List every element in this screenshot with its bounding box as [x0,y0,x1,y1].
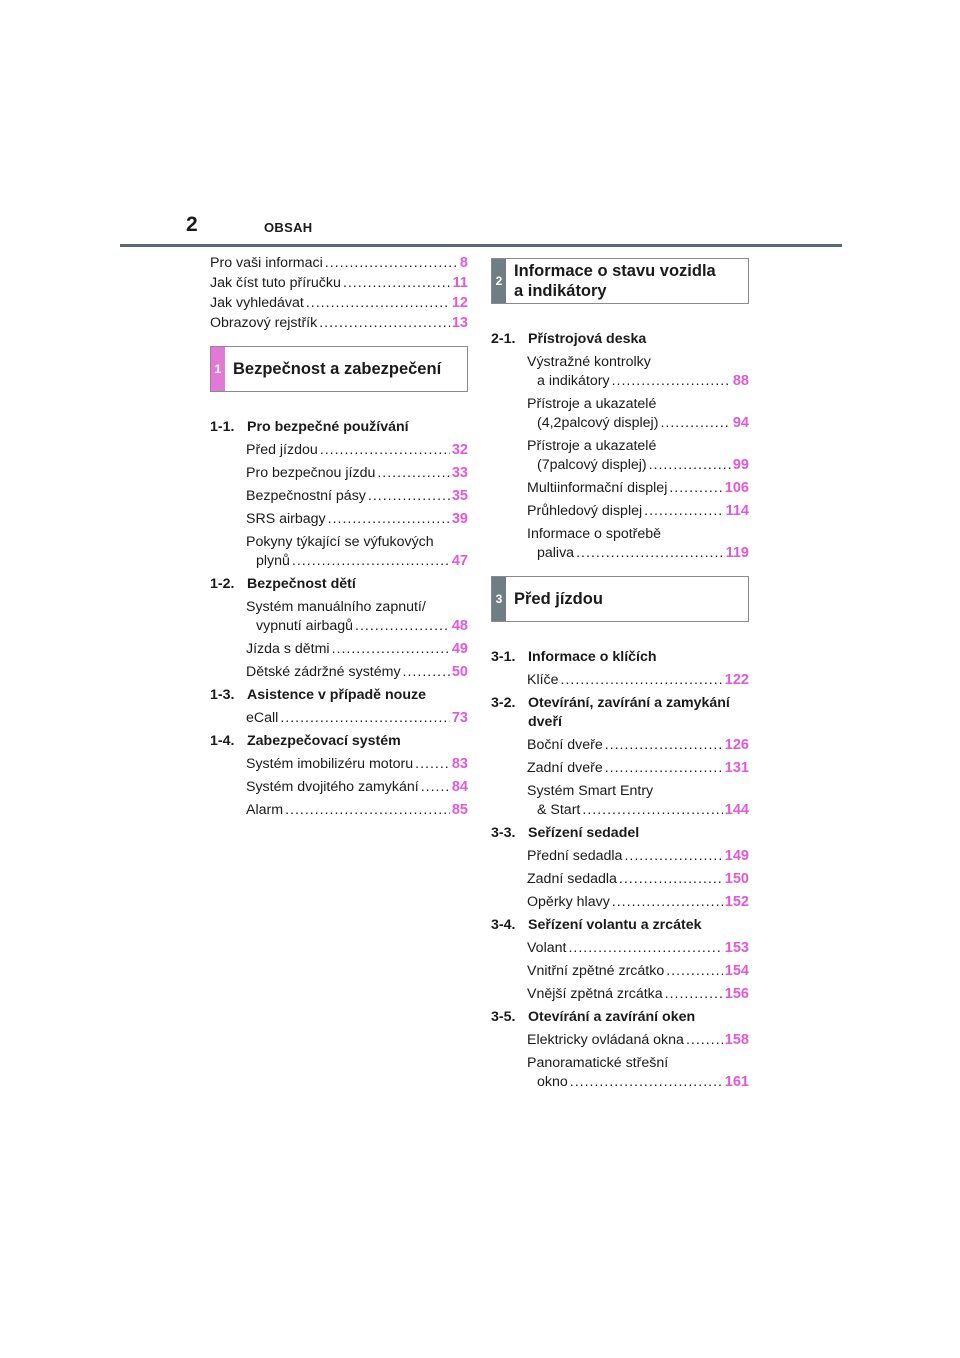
toc-page-link[interactable]: 33 [451,465,468,481]
toc-page-link[interactable]: 99 [732,457,749,473]
toc-entry[interactable] [527,395,749,433]
toc-page-link[interactable]: 47 [451,553,468,569]
toc-entry-label: Systém Smart Entry [527,783,654,799]
dot-leader [343,274,451,293]
toc-entry-continuation [527,372,749,391]
chapter-title: Zabezpečovací systém [247,733,401,749]
toc-entry[interactable] [527,525,749,563]
section-2-title-line2: a indikátory [514,282,607,300]
toc-entry-label: Pro vaši informaci [210,255,323,271]
toc-entry[interactable] [527,353,749,391]
toc-entry[interactable] [210,254,468,273]
dot-leader [612,893,723,912]
toc-entry-label: Boční dveře [527,737,603,753]
toc-entry-continuation [527,801,749,820]
chapter-number: 1-1. [210,419,235,435]
dot-leader [403,663,450,682]
header-title: OBSAH [264,220,313,235]
toc-entry-label: Průhledový displej [527,503,643,519]
toc-entry[interactable] [527,847,749,866]
toc-entry[interactable] [527,759,749,778]
dot-leader [665,985,723,1004]
toc-entry[interactable] [527,502,749,521]
dot-leader [561,671,723,690]
toc-entry-label-cont: okno [537,1074,568,1090]
toc-entry[interactable] [527,893,749,912]
toc-entry-label-cont: (7palcový displej) [537,457,647,473]
section-2-box[interactable] [491,258,749,304]
chapter-number: 3-1. [491,649,516,665]
toc-page-link[interactable]: 152 [724,894,749,910]
toc-page-link[interactable]: 8 [459,255,468,271]
toc-entry-label: Obrazový rejstřík [210,315,318,331]
chapter-entries [491,939,749,1004]
section-1-title: Bezpečnost a zabezpečení [233,360,442,378]
toc-entry-label: Klíče [527,672,559,688]
toc-page-link[interactable]: 119 [725,545,749,561]
toc-entry-label: Přístroje a ukazatelé [527,396,657,412]
chapter-heading[interactable] [491,648,749,667]
toc-entry[interactable] [527,736,749,755]
toc-page-link[interactable]: 153 [724,940,749,956]
toc-entry[interactable] [246,441,468,460]
chapter-number: 1-2. [210,576,235,592]
chapter-entries [210,755,468,820]
toc-page-link[interactable]: 144 [724,802,749,818]
toc-entry[interactable] [527,962,749,981]
toc-page-link[interactable]: 126 [724,737,749,753]
dot-leader [368,487,450,506]
toc-entry-label: Vnější zpětná zrcátka [527,986,663,1002]
dot-leader [669,479,722,498]
chapter-number: 3-4. [491,917,516,933]
toc-page-link[interactable]: 50 [451,664,468,680]
toc-page-link[interactable]: 122 [724,672,749,688]
toc-page-link[interactable]: 149 [724,848,749,864]
dot-leader [605,759,723,778]
section-3-tab: 3 [492,577,506,621]
toc-entry-label-cont: plynů [256,553,290,569]
toc-entry[interactable] [527,437,749,475]
chapter-title: Pro bezpečné používání [247,419,409,435]
chapter-title: Otevírání, zavírání a zamykání dveří [528,695,730,730]
dot-leader [328,510,450,529]
toc-entry[interactable] [246,464,468,483]
toc-page-link[interactable]: 73 [451,710,468,726]
toc-entry[interactable] [246,709,468,728]
toc-page-link[interactable]: 35 [451,488,468,504]
toc-page-link[interactable]: 85 [451,802,468,818]
chapter-heading[interactable] [210,575,468,594]
toc-entry[interactable] [246,663,468,682]
dot-leader [582,801,722,820]
toc-page-link[interactable]: 114 [725,503,749,519]
section-3-title: Před jízdou [514,590,603,608]
section-1-box[interactable] [210,346,468,392]
toc-entry[interactable] [527,1054,749,1092]
dot-leader [605,736,723,755]
chapter-title: Informace o klíčích [528,649,657,665]
toc-entry-label: Přední sedadla [527,848,623,864]
toc-entry[interactable] [246,510,468,529]
toc-entry-continuation [527,1073,749,1092]
toc-entry-label: Opěrky hlavy [527,894,610,910]
toc-entry-continuation [527,414,749,433]
dot-leader [644,502,723,521]
toc-page-link[interactable]: 131 [724,760,749,776]
chapter-number: 3-5. [491,1009,516,1025]
chapter-heading[interactable] [491,1008,749,1027]
toc-entry[interactable] [210,294,468,313]
toc-entry-label: Pokyny týkající se výfukových [246,534,434,550]
dot-leader [660,414,730,433]
header-divider [120,244,842,247]
section-2-chapters [491,330,749,563]
toc-page-link[interactable]: 161 [724,1074,749,1090]
toc-entry[interactable] [527,479,749,498]
toc-page-link[interactable]: 39 [451,511,468,527]
section-2-tab: 2 [492,259,506,303]
dot-leader [280,709,450,728]
toc-entry-label-cont: paliva [537,545,575,561]
toc-entry-label-cont: vypnutí airbagů [256,618,354,634]
chapter-heading[interactable] [210,686,468,705]
toc-page-link[interactable]: 11 [452,275,468,291]
chapter-heading[interactable] [491,694,749,732]
toc-entry-label-cont: a indikátory [537,373,610,389]
toc-entry-label: Přístroje a ukazatelé [527,438,657,454]
toc-entry[interactable] [246,640,468,659]
toc-entry-label: Zadní sedadla [527,871,617,887]
toc-entry[interactable] [246,533,468,571]
toc-entry-label: Zadní dveře [527,760,603,776]
toc-left-column [210,254,468,824]
toc-entry-label: Systém imobilizéru motoru [246,756,414,772]
toc-entry-label: Vnitřní zpětné zrcátko [527,963,665,979]
dot-leader [686,1031,723,1050]
toc-entry[interactable] [246,598,468,636]
chapter-heading[interactable] [210,732,468,751]
chapter-title: Seřízení sedadel [528,825,640,841]
toc-entry[interactable] [527,870,749,889]
toc-page-link[interactable]: 84 [451,779,468,795]
front-matter-list [210,254,468,333]
dot-leader [319,314,450,333]
dot-leader [568,939,722,958]
toc-entry-label: Alarm [246,802,284,818]
toc-entry-label: Systém dvojitého zamykání [246,779,419,795]
toc-entry-label: Elektricky ovládaná okna [527,1032,684,1048]
toc-entry-label-cont: (4,2palcový displej) [537,415,659,431]
toc-entry-label: SRS airbagy [246,511,326,527]
chapter-title: Seřízení volantu a zrcátek [528,917,702,933]
toc-page-link[interactable]: 32 [451,442,468,458]
section-3-box[interactable] [491,576,749,622]
chapter-number: 2-1. [491,331,516,347]
toc-entry-label: eCall [246,710,279,726]
dot-leader [666,962,723,981]
dot-leader [619,870,723,889]
chapter-entries [491,671,749,690]
section-1-tab: 1 [211,347,225,391]
toc-entry-label: Pro bezpečnou jízdu [246,465,376,481]
dot-leader [285,801,450,820]
chapter-entries [491,353,749,563]
chapter-entries [210,598,468,682]
chapter-title: Bezpečnost dětí [247,576,356,592]
toc-page-link[interactable]: 13 [451,315,468,331]
section-3-chapters [491,648,749,1092]
toc-entry-label: Bezpečnostní pásy [246,488,366,504]
chapter-entries [210,709,468,728]
toc-entry-label: Volant [527,940,567,956]
toc-entry-label: Systém manuálního zapnutí/ [246,599,426,615]
dot-leader [624,847,722,866]
chapter-title: Otevírání a zavírání oken [528,1009,696,1025]
toc-entry[interactable] [246,778,468,797]
toc-page-link[interactable]: 12 [451,295,468,311]
dot-leader [612,372,731,391]
toc-entry-label: Před jízdou [246,442,318,458]
toc-entry-label: Panoramatické střešní [527,1055,669,1071]
chapter-number: 1-3. [210,687,235,703]
dot-leader [421,778,450,797]
toc-entry-label: Jízda s dětmi [246,641,330,657]
toc-entry[interactable] [527,782,749,820]
toc-entry-continuation [246,617,468,636]
chapter-number: 3-2. [491,695,516,711]
toc-entry-label-cont: & Start [537,802,581,818]
toc-page-link[interactable]: 94 [732,415,749,431]
toc-right-column [491,258,749,1096]
toc-entry[interactable] [210,274,468,293]
dot-leader [306,294,450,313]
toc-page-link[interactable]: 154 [724,963,749,979]
toc-page-link[interactable]: 49 [451,641,468,657]
toc-entry-label: Informace o spotřebě [527,526,662,542]
chapter-entries [491,1031,749,1092]
chapter-entries [210,441,468,571]
dot-leader [570,1073,723,1092]
toc-entry-label: Jak číst tuto příručku [210,275,341,291]
toc-page-link[interactable]: 83 [451,756,468,772]
toc-entry-label: Multiinformační displej [527,480,668,496]
toc-entry[interactable] [246,487,468,506]
dot-leader [355,617,450,636]
toc-entry[interactable] [210,314,468,333]
section-2-title-line1: Informace o stavu vozidla [514,262,716,280]
toc-page-link[interactable]: 106 [724,480,749,496]
toc-entry-continuation [527,544,749,563]
dot-leader [377,464,450,483]
toc-entry-continuation [527,456,749,475]
chapter-heading[interactable] [210,418,468,437]
toc-entry[interactable] [527,671,749,690]
dot-leader [320,441,450,460]
toc-page-link[interactable]: 158 [724,1032,749,1048]
chapter-number: 3-3. [491,825,516,841]
chapter-heading[interactable] [491,916,749,935]
toc-page-link[interactable]: 88 [732,373,749,389]
toc-entry[interactable] [527,985,749,1004]
toc-page-link[interactable]: 150 [724,871,749,887]
chapter-heading[interactable] [491,824,749,843]
toc-entry-continuation [246,552,468,571]
dot-leader [325,254,458,273]
dot-leader [332,640,450,659]
section-2-title [506,259,726,303]
chapter-title: Přístrojová deska [528,331,647,347]
toc-entry-label: Dětské zádržné systémy [246,664,401,680]
toc-entry[interactable] [527,1031,749,1050]
chapter-number: 1-4. [210,733,235,749]
dot-leader [576,544,724,563]
dot-leader [415,755,450,774]
toc-entry-label: Výstražné kontrolky [527,354,651,370]
chapter-heading[interactable] [491,330,749,349]
toc-entry[interactable] [246,801,468,820]
toc-entry-label: Jak vyhledávat [210,295,304,311]
page-number: 2 [186,213,198,236]
chapter-entries [491,736,749,820]
toc-page-link[interactable]: 48 [451,618,468,634]
dot-leader [292,552,450,571]
dot-leader [649,456,731,475]
section-1-chapters [210,418,468,820]
toc-page-link[interactable]: 156 [724,986,749,1002]
toc-entry[interactable] [527,939,749,958]
chapter-entries [491,847,749,912]
chapter-title: Asistence v případě nouze [247,687,426,703]
toc-entry[interactable] [246,755,468,774]
